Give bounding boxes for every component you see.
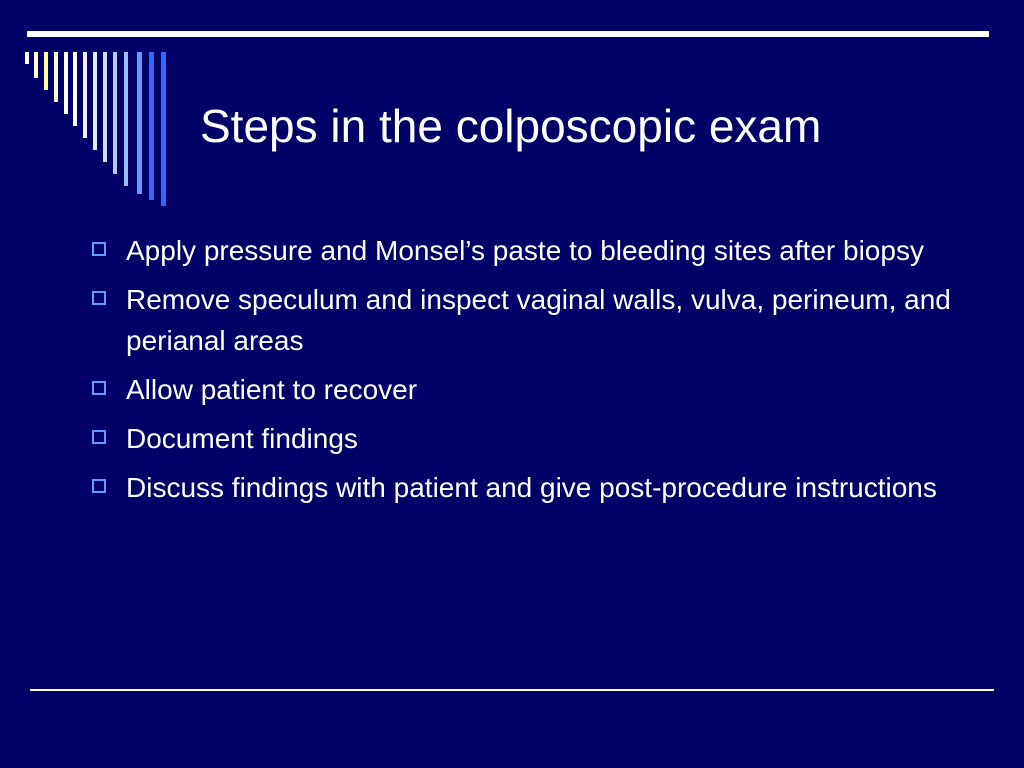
bullet-text: Remove speculum and inspect vaginal walls, vulva, perineum, and perianal areas <box>126 284 951 356</box>
slide-title: Steps in the colposcopic exam <box>200 100 822 152</box>
stripes-decoration <box>0 0 180 210</box>
stripe <box>149 52 154 200</box>
stripe <box>44 52 48 90</box>
hollow-square-bullet-icon <box>92 291 106 305</box>
stripe <box>161 52 166 206</box>
bullet-list <box>90 230 970 516</box>
bullet-text: Apply pressure and Monsel’s paste to bleeding sites after biopsy <box>126 235 924 266</box>
bullet-item <box>90 279 970 361</box>
bottom-rule <box>30 689 994 691</box>
bullet-item <box>90 369 970 410</box>
stripe <box>103 52 107 162</box>
stripe <box>83 52 87 138</box>
hollow-square-bullet-icon <box>92 479 106 493</box>
stripe <box>124 52 128 186</box>
stripe <box>73 52 77 126</box>
stripe <box>137 52 142 194</box>
stripe <box>54 52 58 102</box>
bullet-item <box>90 467 970 508</box>
hollow-square-bullet-icon <box>92 242 106 256</box>
bullet-text: Allow patient to recover <box>126 374 418 405</box>
bullet-item <box>90 230 970 271</box>
bullet-item <box>90 418 970 459</box>
hollow-square-bullet-icon <box>92 430 106 444</box>
stripe <box>64 52 68 114</box>
stripe <box>93 52 97 150</box>
stripe <box>113 52 117 174</box>
stripe <box>34 52 38 78</box>
bullet-text: Document findings <box>126 423 358 454</box>
bullet-text: Discuss findings with patient and give post-procedure instructions <box>126 472 937 503</box>
stripe <box>25 52 29 64</box>
hollow-square-bullet-icon <box>92 381 106 395</box>
